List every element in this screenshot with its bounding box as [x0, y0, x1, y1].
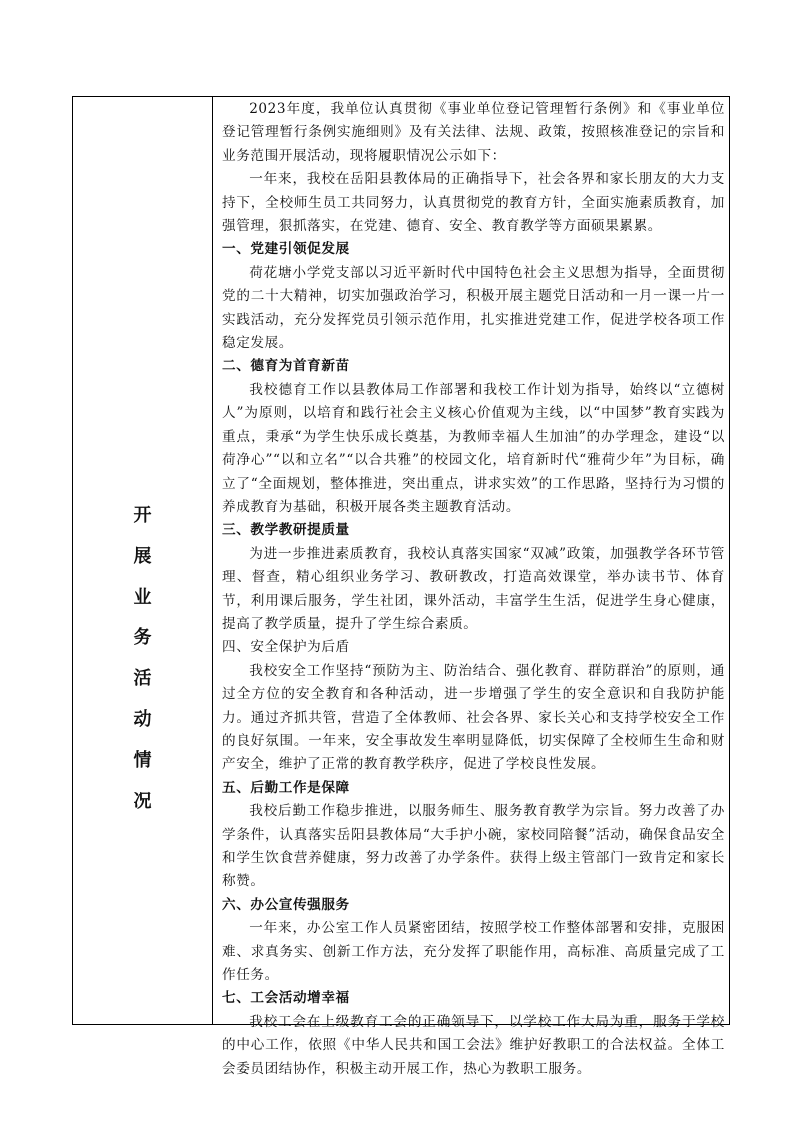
section-body-teaching-research: 为进一步推进素质教育，我校认真落实国家“双减”政策，加强教学各环节管理、督查，精心组织业务学习、教研教改，打造高效课堂，举办读书节、体育节，利用课后服务，学生社团，课外活动，丰富学生生活，促进学生身心健康，提高了教学质量，提升了学生综合素质。	[222, 545, 725, 632]
label-char: 活	[133, 668, 152, 690]
intro-paragraph: 2023年度，我单位认真贯彻《事业单位登记管理暂行条例》和《事业单位登记管理暂行条例实施细则》及有关法律、法规、政策，按照核准登记的宗旨和业务范围开展活动，现将履职情况公示如下：	[222, 101, 725, 164]
label-char: 展	[133, 545, 152, 567]
section-body-office: 一年来，办公室工作人员紧密团结，按照学校工作整体部署和安排，克服困难、求真务实、创新工作方法，充分发挥了职能作用，高标准、高质量完成了工作任务。	[222, 920, 725, 984]
section-body-moral-education: 我校德育工作以县教体局工作部署和我校工作计划为指导，始终以“立德树人”为原则，以培育和践行社会主义核心价值观为主线，以“中国梦”教育实践为重点，秉承“为学生快乐成长奠基，为教师幸福人生加油”的办学理念，建设“以荷净心”“以和立名”“以合共雅”的校园文化，培育新时代“雅荷少年”为目标，确立了“全面规划，整体推进，突出重点，讲求实效”的工作思路，坚持行为习惯的养成教育为基础，积极开展各类主题教育活动。	[222, 381, 725, 515]
section-heading-union: 七、工会活动增幸福	[222, 990, 350, 1007]
intro-paragraph: 一年来，我校在岳阳县教体局的正确指导下，社会各界和家长朋友的大力支持下，全校师生员工共同努力，认真贯彻党的教育方针，全面实施素质教育，加强管理，狠抓落实，在党建、德育、安全、教育教学等方面硕果累累。	[222, 171, 725, 235]
section-heading-office: 六、办公宣传强服务	[222, 896, 350, 913]
label-column	[73, 97, 213, 1024]
activity-report-table	[72, 96, 730, 1077]
section-heading-moral-education: 二、德育为首育新苗	[222, 358, 350, 375]
label-char: 动	[133, 708, 152, 730]
label-char: 情	[133, 749, 152, 771]
section-heading-teaching-research: 三、教学教研提质量	[222, 522, 350, 539]
section-body-party-building: 荷花塘小学党支部以习近平新时代中国特色社会主义思想为指导，全面贯彻党的二十大精神，切实加强政治学习，积极开展主题党日活动和一月一课一片一实践活动，充分发挥党员引领示范作用，扎实推进党建工作，促进学校各项工作稳定发展。	[222, 264, 725, 352]
section-heading-safety: 四、安全保护为后盾	[222, 639, 350, 656]
content-column	[213, 97, 729, 1077]
label-char: 开	[133, 505, 152, 526]
label-char: 业	[133, 586, 152, 608]
vertical-label	[73, 504, 212, 830]
section-body-logistics: 我校后勤工作稳步推进，以服务师生、服务教育教学为宗旨。努力改善了办学条件，认真落实岳阳县教体局“大手护小碗，家校同陪餐”活动，确保食品安全和学生饮食营养健康，努力改善了办学条件。获得上级主管部门一致肯定和家长称赞。	[222, 803, 725, 890]
label-char: 况	[133, 790, 152, 812]
section-heading-party-building: 一、党建引领促发展	[222, 241, 350, 258]
section-body-union: 我校工会在上级教育工会的正确领导下，以学校工作大局为重，服务于学校的中心工作，依照《中华人民共和国工会法》维护好教职工的合法权益。全体工会委员团结协作，积极主动开展工作，热心为教职工服务。	[222, 1013, 725, 1077]
section-heading-logistics: 五、后勤工作是保障	[222, 779, 350, 796]
section-body-safety: 我校安全工作坚持“预防为主、防治结合、强化教育、群防群治”的原则，通过全方位的安全教育和各种活动，进一步增强了学生的安全意识和自我防护能力。通过齐抓共管，营造了全体教师、社会各界、家长关心和支持学校安全工作的良好氛围。一年来，安全事故发生率明显降低，切实保障了全校师生生命和财产安全，维护了正常的教育教学秩序，促进了学校良性发展。	[222, 662, 725, 773]
label-char: 务	[133, 627, 152, 649]
